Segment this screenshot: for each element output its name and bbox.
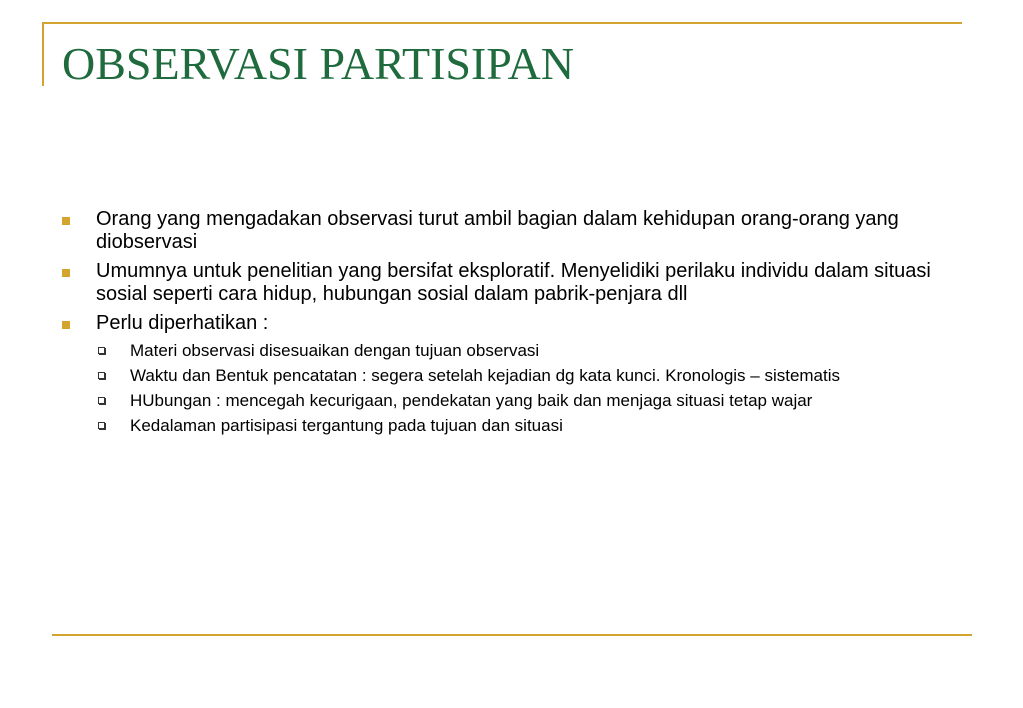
square-bullet-icon — [62, 217, 70, 225]
hollow-square-bullet-icon — [98, 422, 105, 429]
square-bullet-icon — [62, 269, 70, 277]
slide-title: OBSERVASI PARTISIPAN — [62, 38, 575, 89]
bullet-item — [60, 208, 950, 254]
sub-bullet-item — [60, 341, 950, 360]
left-border-line — [42, 22, 44, 86]
sub-bullet-text: Kedalaman partisipasi tergantung pada tujuan dan situasi — [130, 416, 563, 435]
sub-bullet-list — [60, 341, 950, 435]
hollow-square-bullet-icon — [98, 372, 105, 379]
bullet-item — [60, 312, 950, 335]
bullet-text: Orang yang mengadakan observasi turut ambil bagian dalam kehidupan orang-orang yang diobservasi — [96, 208, 899, 253]
top-border-line — [42, 22, 962, 24]
bullet-text: Perlu diperhatikan : — [96, 312, 269, 334]
bottom-border-line — [52, 634, 972, 636]
bullet-text: Umumnya untuk penelitian yang bersifat eksploratif. Menyelidiki perilaku individu dalam situasi sosial seperti cara hidup, hubungan sosial dalam pabrik-penjara dll — [96, 260, 931, 305]
hollow-square-bullet-icon — [98, 347, 105, 354]
sub-bullet-text: HUbungan : mencegah kecurigaan, pendekatan yang baik dan menjaga situasi tetap wajar — [130, 391, 813, 410]
sub-bullet-text: Materi observasi disesuaikan dengan tujuan observasi — [130, 341, 540, 360]
hollow-square-bullet-icon — [98, 397, 105, 404]
sub-bullet-item — [60, 366, 950, 385]
sub-bullet-item — [60, 391, 950, 410]
bullet-item — [60, 260, 950, 306]
slide-content — [60, 208, 950, 441]
sub-bullet-item — [60, 416, 950, 435]
square-bullet-icon — [62, 321, 70, 329]
sub-bullet-text: Waktu dan Bentuk pencatatan : segera setelah kejadian dg kata kunci. Kronologis – sistematis — [130, 366, 841, 385]
